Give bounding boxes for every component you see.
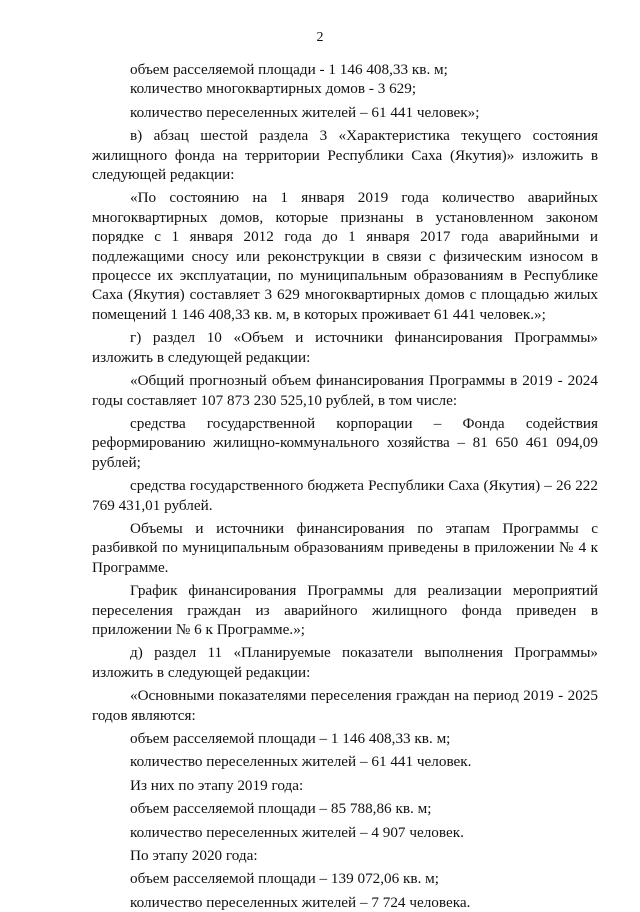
paragraph: «По состоянию на 1 января 2019 года количество аварийных многоквартирных домов, которые признаны в установленном законом порядке с 1 января 2012 года до 1 января 2017 года аварийными и подлежащими сносу или реконструкции в связи с физическим износом в процессе их эксплуатации, по муниципальным образованиям в Республике Саха (Якутия) составляет 3 629 многоквартирных домов с площадью жилых помещений 1 146 408,33 кв. м, в которых проживает 61 441 человек.»; (92, 189, 598, 323)
paragraph: объем расселяемой площади – 1 146 408,33 кв. м; (130, 730, 451, 747)
paragraph: количество переселенных жителей – 61 441 человек»; (130, 103, 480, 121)
paragraph: количество переселенных жителей – 7 724 человека. (130, 893, 471, 911)
paragraph: количество переселенных жителей – 4 907 человек. (130, 823, 464, 841)
paragraph: По этапу 2020 года: (130, 847, 258, 865)
paragraph: количество многоквартирных домов - 3 629; (130, 80, 417, 98)
page-number: 2 (316, 30, 324, 45)
paragraph: объем расселяемой площади - 1 146 408,33 кв. м; (130, 61, 448, 78)
paragraph: объем расселяемой площади – 85 788,86 кв. м; (130, 800, 432, 818)
paragraph: средства государственного бюджета Республики Саха (Якутия) – 26 222 769 431,01 рублей. (92, 477, 598, 514)
paragraph: г) раздел 10 «Объем и источники финансирования Программы» изложить в следующей редакции: (92, 329, 598, 366)
paragraph: объем расселяемой площади – 139 072,06 кв. м; (130, 870, 440, 888)
paragraph: График финансирования Программы для реализации мероприятий переселения граждан из аварийного жилищного фонда приведен в приложении № 6 к Программе.»; (92, 582, 598, 638)
paragraph: средства государственной корпорации – Фонда содействия реформированию жилищно-коммунального хозяйства – 81 650 461 094,09 рублей; (92, 414, 598, 471)
paragraph: «Общий прогнозный объем финансирования Программы в 2019 - 2024 годы составляет 107 873 230 525,10 рублей, в том числе: (92, 372, 598, 409)
paragraph: в) абзац шестой раздела 3 «Характеристика текущего состояния жилищного фонда на территории Республики Саха (Якутия)» изложить в следующей редакции: (92, 127, 598, 184)
paragraph: Объемы и источники финансирования по этапам Программы с разбивкой по муниципальным образованиям приведены в приложении № 4 к Программе. (92, 519, 598, 576)
paragraph: Из них по этапу 2019 года: (130, 776, 304, 794)
paragraph: количество переселенных жителей – 61 441 человек. (130, 753, 472, 771)
paragraph: д) раздел 11 «Планируемые показатели выполнения Программы» изложить в следующей редакции: (92, 644, 598, 681)
document-body (92, 60, 598, 912)
paragraph: «Основными показателями переселения граждан на период 2019 - 2025 годов являются: (92, 687, 598, 724)
